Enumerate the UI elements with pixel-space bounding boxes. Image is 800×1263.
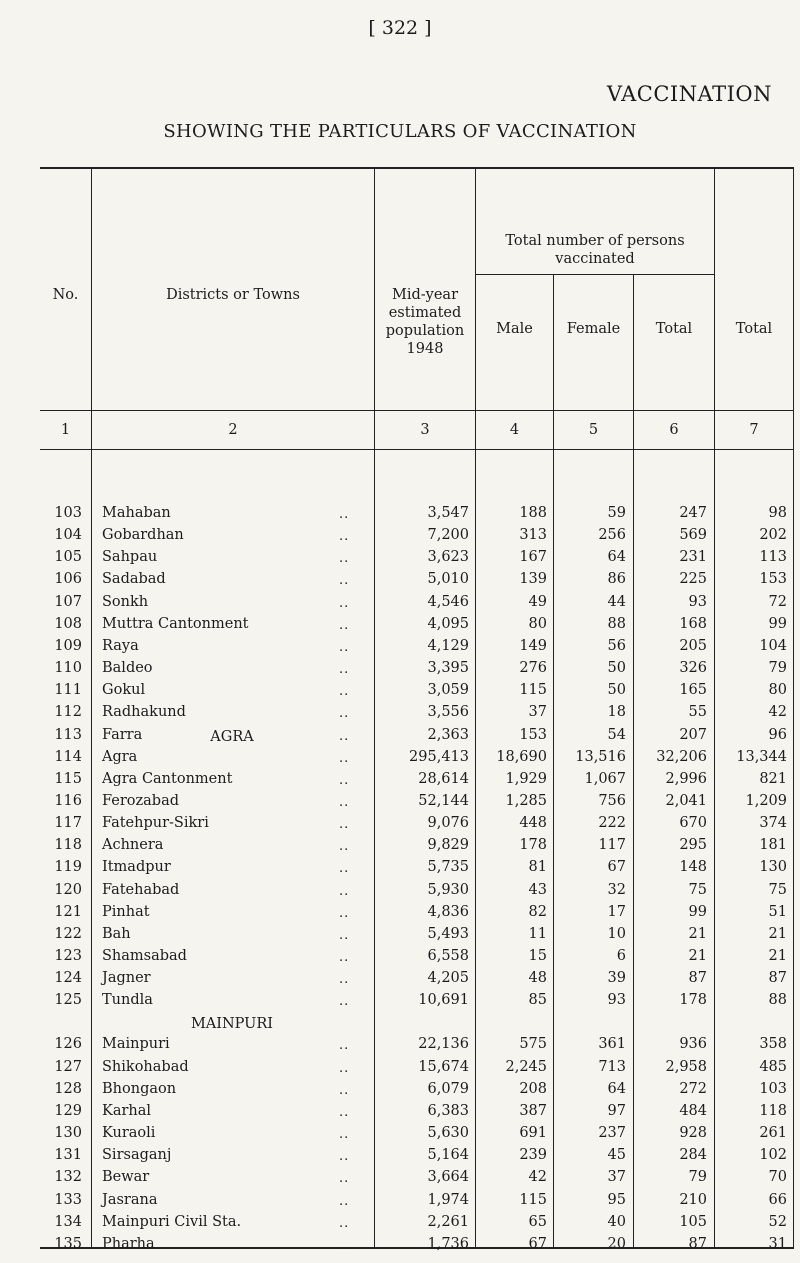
page-title: VACCINATION [606,82,772,106]
row-leader: .. [339,1149,350,1165]
row-leader: .. [339,1104,350,1120]
cell-no: 120 [54,881,82,898]
cell-no: 103 [54,505,82,521]
cell-female: 97 [607,1102,626,1119]
cell-total7: 88 [768,992,787,1009]
cell-female: 50 [607,660,626,677]
cell-male: 276 [519,660,547,677]
cell-total: 79 [688,1169,707,1186]
cell-female: 237 [598,1125,626,1142]
cell-name: Achnera [102,837,164,854]
cell-total: 87 [688,970,707,987]
row-leader: .. [339,883,350,899]
cell-pop: 4,836 [427,903,469,920]
cell-total7: 821 [759,770,787,787]
cell-name: Gobardhan [102,527,184,544]
cell-name: Baldeo [102,660,153,677]
cell-female: 54 [607,726,626,743]
cell-pop: 6,383 [427,1102,469,1119]
column-number: 7 [749,422,759,438]
header-population-line: estimated [388,305,462,321]
cell-total: 87 [688,1235,707,1252]
row-leader: .. [339,728,350,744]
cell-no: 106 [54,571,82,588]
header-district: Districts or Towns [166,287,300,303]
cell-no: 111 [54,682,82,699]
cell-male: 2,245 [505,1058,547,1075]
cell-total: 99 [688,903,707,920]
cell-name: Fatehabad [102,881,180,898]
cell-total: 205 [679,637,707,654]
cell-male: 11 [528,925,547,942]
row-leader: .. [339,839,350,855]
cell-total: 2,996 [665,770,707,787]
cell-total7: 99 [768,615,787,632]
column-number: 5 [588,422,599,438]
cell-pop: 3,547 [427,505,469,521]
cell-female: 44 [607,593,626,610]
cell-name: Mahaban [102,505,171,521]
cell-male: 85 [528,992,547,1009]
row-leader: .. [339,1215,350,1231]
cell-no: 105 [54,549,82,566]
header-female: Female [566,321,621,337]
cell-total7: 485 [759,1058,787,1075]
cell-total: 210 [679,1191,707,1208]
row-leader: .. [339,772,350,788]
cell-female: 37 [607,1169,626,1186]
cell-no: 119 [54,859,82,876]
cell-female: 59 [607,505,626,521]
cell-pop: 28,614 [418,770,469,787]
column-number: 6 [669,422,679,438]
cell-total7: 72 [768,593,787,610]
cell-pop: 5,735 [427,859,469,876]
cell-name: Jasrana [102,1191,158,1208]
row-leader: .. [339,639,350,655]
cell-no: 129 [54,1102,82,1119]
cell-pop: 3,059 [427,682,469,699]
cell-name: Bewar [102,1169,150,1186]
cell-female: 88 [607,615,626,632]
cell-male: 42 [528,1169,547,1186]
cell-male: 82 [528,903,547,920]
cell-total: 284 [679,1147,707,1164]
cell-total: 165 [679,682,707,699]
cell-total: 484 [679,1102,707,1119]
page-subtitle: SHOWING THE PARTICULARS OF VACCINATION [163,121,637,142]
row-leader: .. [339,662,350,678]
column-number: 1 [60,422,71,438]
cell-total7: 113 [759,549,787,566]
cell-total: 148 [679,859,707,876]
cell-name: Mainpuri Civil Sta. [102,1213,242,1230]
cell-pop: 3,556 [427,704,469,721]
row-leader: .. [339,1171,350,1187]
header-bottom-rule [40,410,794,411]
cell-no: 133 [54,1191,82,1208]
cell-pop: 5,010 [427,571,469,588]
column-number: 2 [228,422,238,438]
header-male: Male [496,321,533,337]
cell-male: 115 [519,682,547,699]
cell-no: 132 [54,1169,82,1186]
cell-total7: 21 [768,948,787,964]
cell-female: 95 [607,1191,626,1208]
row-leader: .. [339,684,350,700]
cell-male: 448 [519,815,547,832]
cell-pop: 4,205 [427,970,469,987]
cell-total7: 104 [759,637,787,654]
cell-pop: 295,413 [409,748,469,765]
cell-name: Raya [102,637,139,654]
cell-total7: 1,209 [745,792,787,809]
row-leader: .. [339,1237,350,1253]
cell-no: 115 [54,770,82,787]
cell-name: Agra Cantonment [102,770,233,787]
header-total-7: Total [735,321,773,337]
cell-male: 208 [519,1080,547,1097]
cell-total7: 103 [759,1080,787,1097]
cell-female: 64 [607,1080,626,1097]
column-number: 3 [420,422,430,438]
cell-total7: 202 [759,527,787,544]
cell-no: 109 [54,637,82,654]
cell-total7: 98 [768,505,787,521]
cell-total: 936 [679,1036,707,1053]
cell-name: Radhakund [102,704,186,721]
cell-male: 37 [528,704,547,721]
cell-female: 117 [598,837,626,854]
cell-name: Sahpau [102,549,158,566]
cell-total7: 52 [768,1213,787,1230]
row-leader: .. [339,861,350,877]
cell-pop: 6,079 [427,1080,469,1097]
cell-no: 134 [54,1213,82,1230]
cell-total: 326 [679,660,707,677]
cell-female: 713 [598,1058,626,1075]
cell-female: 18 [607,704,626,721]
cell-total: 93 [688,593,707,610]
cell-total7: 118 [759,1102,787,1119]
cell-total7: 66 [768,1191,787,1208]
table-top-rule [40,167,794,169]
cell-name: Ferozabad [102,792,180,809]
cell-pop: 3,623 [427,549,469,566]
cell-female: 32 [607,881,626,898]
row-leader: .. [339,507,350,522]
cell-total7: 358 [759,1036,787,1053]
page-number: [ 322 ] [368,17,432,39]
cell-female: 39 [607,970,626,987]
group-header-rule [476,274,714,275]
cell-total: 178 [679,992,707,1009]
cell-name: Karhal [102,1102,152,1119]
cell-total: 295 [679,837,707,854]
cell-total7: 261 [759,1125,787,1142]
cell-pop: 2,363 [427,726,469,743]
cell-female: 40 [607,1213,626,1230]
cell-pop: 1,736 [427,1235,469,1252]
cell-male: 80 [528,615,547,632]
cell-name: Sadabad [102,571,166,588]
row-leader: .. [339,1038,350,1054]
cell-total7: 31 [768,1235,787,1252]
row-leader: .. [339,529,350,545]
cell-pop: 22,136 [418,1036,469,1053]
table-right-edge [793,168,794,1248]
cell-no: 116 [54,792,82,809]
cell-name: Pharha [102,1235,155,1252]
cell-name: Bah [102,925,131,942]
cell-no: 127 [54,1058,82,1075]
cell-name: Agra [102,748,138,765]
cell-female: 45 [607,1147,626,1164]
row-leader: .. [339,994,350,1010]
cell-pop: 7,200 [427,527,469,544]
cell-male: 49 [528,593,547,610]
cell-total7: 87 [768,970,787,987]
cell-female: 56 [607,637,626,654]
cell-total: 670 [679,815,707,832]
cell-no: 121 [54,903,82,920]
cell-no: 123 [54,948,82,964]
header-population-line: population [385,323,465,339]
cell-male: 43 [528,881,547,898]
cell-male: 691 [519,1125,547,1142]
cell-no: 117 [54,815,82,832]
cell-name: Sonkh [102,593,149,610]
cell-total: 928 [679,1125,707,1142]
row-leader: .. [339,972,350,988]
cell-total7: 96 [768,726,787,743]
cell-male: 139 [519,571,547,588]
cell-male: 67 [528,1235,547,1252]
cell-name: Pinhat [102,903,150,920]
cell-no: 110 [54,660,82,677]
cell-female: 6 [616,948,626,964]
cell-no: 130 [54,1125,82,1142]
cell-total7: 102 [759,1147,787,1164]
cell-male: 239 [519,1147,547,1164]
header-population-line: Mid-year [391,287,458,303]
header-group [476,232,714,268]
cell-female: 50 [607,682,626,699]
cell-no: 104 [54,527,82,544]
cell-no: 135 [54,1235,82,1252]
cell-total7: 13,344 [736,748,787,765]
cell-female: 64 [607,549,626,566]
row-leader: .. [339,794,350,810]
row-leader: .. [339,706,350,722]
cell-no: 124 [54,970,82,987]
cell-male: 575 [519,1036,547,1053]
cell-total7: 75 [768,881,787,898]
row-leader: .. [339,573,350,589]
cell-pop: 3,664 [427,1169,469,1186]
cell-female: 256 [598,527,626,544]
cell-name: Shamsabad [102,948,187,964]
cell-no: 112 [54,704,82,721]
row-leader: .. [339,595,350,611]
cell-no: 113 [54,726,82,743]
cell-name: Fatehpur-Sikri [102,815,209,832]
cell-total: 105 [679,1213,707,1230]
cell-pop: 1,974 [427,1191,469,1208]
cell-female: 756 [598,792,626,809]
header-population-line: 1948 [406,341,444,357]
cell-total7: 80 [768,682,787,699]
cell-male: 149 [519,637,547,654]
cell-name: Jagner [102,970,151,987]
cell-name: Farra [102,726,143,743]
cell-name: Tundla [102,992,153,1009]
cell-total7: 374 [759,815,787,832]
cell-male: 18,690 [496,748,547,765]
row-leader: .. [339,617,350,633]
cell-pop: 4,129 [427,637,469,654]
cell-name: Muttra Cantonment [102,615,249,632]
cell-male: 313 [519,527,547,544]
row-leader: .. [339,750,350,766]
cell-pop: 5,630 [427,1125,469,1142]
cell-total: 55 [688,704,707,721]
cell-no: 118 [54,837,82,854]
cell-female: 86 [607,571,626,588]
header-group-line: Total number of persons [505,233,685,249]
cell-total: 569 [679,527,707,544]
cell-name: Mainpuri [102,1036,170,1053]
cell-male: 65 [528,1213,547,1230]
cell-no: 125 [54,992,82,1009]
cell-pop: 4,546 [427,593,469,610]
cell-no: 122 [54,925,82,942]
cell-pop: 9,076 [427,815,469,832]
cell-male: 1,929 [505,770,547,787]
cell-total: 247 [679,505,707,521]
cell-total: 225 [679,571,707,588]
row-leader: .. [339,927,350,943]
cell-total: 272 [679,1080,707,1097]
header-no: No. [52,287,79,303]
cell-total: 75 [688,881,707,898]
row-leader: .. [339,1127,350,1143]
cell-pop: 10,691 [418,992,469,1009]
cell-name: Sirsaganj [102,1147,172,1164]
cell-no: 131 [54,1147,82,1164]
cell-male: 188 [519,505,547,521]
cell-pop: 3,395 [427,660,469,677]
row-leader: .. [339,950,350,965]
cell-total7: 79 [768,660,787,677]
cell-total: 32,206 [656,748,707,765]
cell-no: 114 [54,748,82,765]
section-heading: AGRA [210,728,254,745]
header-total: Total [655,321,693,337]
cell-total: 168 [679,615,707,632]
cell-pop: 15,674 [418,1058,469,1075]
cell-pop: 52,144 [418,792,469,809]
cell-name: Itmadpur [102,859,171,876]
cell-male: 81 [528,859,547,876]
row-leader: .. [339,551,350,567]
cell-female: 13,516 [575,748,626,765]
cell-male: 115 [519,1191,547,1208]
cell-name: Shikohabad [102,1058,189,1075]
cell-total: 21 [688,948,707,964]
cell-total: 231 [679,549,707,566]
cell-female: 93 [607,992,626,1009]
cell-male: 167 [519,549,547,566]
cell-pop: 5,930 [427,881,469,898]
cell-female: 20 [607,1235,626,1252]
cell-name: Kuraoli [102,1125,156,1142]
cell-total: 207 [679,726,707,743]
cell-total7: 51 [768,903,787,920]
header-population [375,286,475,358]
section-heading: MAINPURI [190,1016,274,1033]
cell-female: 1,067 [584,770,626,787]
cell-total7: 70 [768,1169,787,1186]
cell-male: 48 [528,970,547,987]
cell-no: 108 [54,615,82,632]
cell-no: 128 [54,1080,82,1097]
cell-total: 2,041 [665,792,707,809]
cell-female: 17 [607,903,626,920]
row-leader: .. [339,905,350,921]
cell-no: 126 [54,1036,82,1053]
cell-total7: 181 [759,837,787,854]
cell-female: 361 [598,1036,626,1053]
cell-total7: 42 [768,704,787,721]
cell-pop: 6,558 [427,948,469,964]
cell-pop: 2,261 [427,1213,469,1230]
cell-total: 2,958 [665,1058,707,1075]
cell-male: 15 [528,948,547,964]
column-rule [91,168,92,1248]
cell-male: 1,285 [505,792,547,809]
cell-male: 387 [519,1102,547,1119]
cell-male: 153 [519,726,547,743]
cell-total7: 153 [759,571,787,588]
cell-pop: 5,164 [427,1147,469,1164]
row-leader: .. [339,1193,350,1209]
cell-name: Gokul [102,682,146,699]
cell-female: 222 [598,815,626,832]
cell-no: 107 [54,593,82,610]
column-number-rule [40,449,794,450]
row-leader: .. [339,817,350,833]
header-group-line: vaccinated [555,251,635,267]
cell-male: 178 [519,837,547,854]
column-number: 4 [509,422,520,438]
cell-pop: 5,493 [427,925,469,942]
cell-pop: 4,095 [427,615,469,632]
cell-total: 21 [688,925,707,942]
cell-name: Bhongaon [102,1080,177,1097]
cell-female: 67 [607,859,626,876]
row-leader: .. [339,1082,350,1098]
cell-female: 10 [607,925,626,942]
cell-pop: 9,829 [427,837,469,854]
cell-total7: 21 [768,925,787,942]
row-leader: .. [339,1060,350,1076]
cell-total7: 130 [759,859,787,876]
